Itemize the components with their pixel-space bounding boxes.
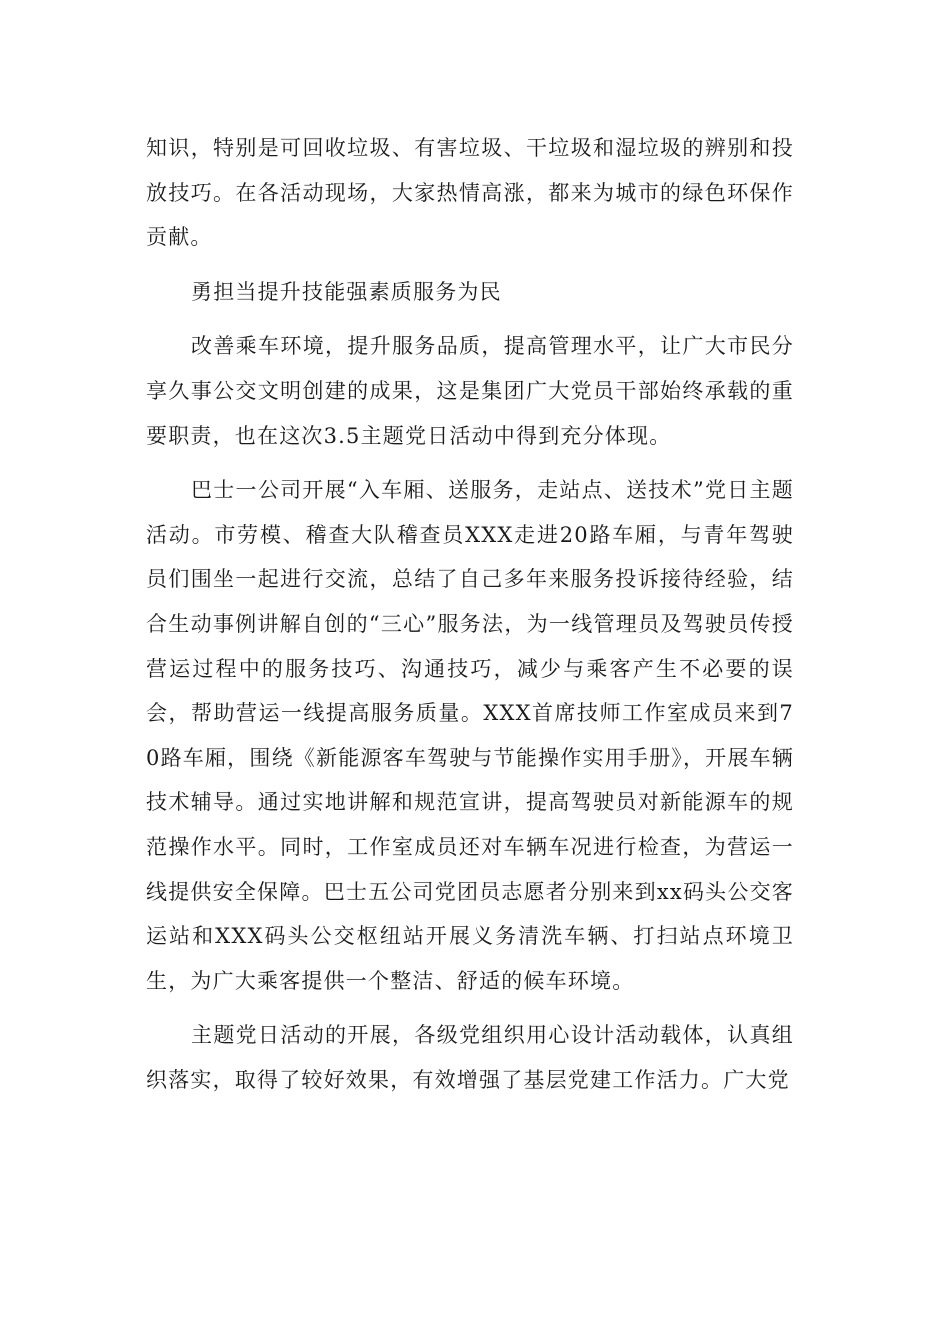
- document-body: [146, 126, 794, 1102]
- paragraph-1: 知识，特别是可回收垃圾、有害垃圾、干垃圾和湿垃圾的辨别和投放技巧。在各活动现场，大家热情高涨，都来为城市的绿色环保作贡献。: [146, 136, 794, 250]
- paragraph-3: 巴士一公司开展“入车厢、送服务，走站点、送技术”党日主题活动。市劳模、稽查大队稽查员XXX走进20路车厢，与青年驾驶员们围坐一起进行交流，总结了自己多年来服务投诉接待经验，结合生动事例讲解自创的“三心”服务法，为一线管理员及驾驶员传授营运过程中的服务技巧、沟通技巧，减少与乘客产生不必要的误会，帮助营运一线提高服务质量。XXX首席技师工作室成员来到70路车厢，围绕《新能源客车驾驶与节能操作实用手册》，开展车辆技术辅导。通过实地讲解和规范宣讲，提高驾驶员对新能源车的规范操作水平。同时，工作室成员还对车辆车况进行检查，为营运一线提供安全保障。巴士五公司党团员志愿者分别来到xx码头公交客运站和XXX码头公交枢纽站开展义务清洗车辆、打扫站点环境卫生，为广大乘客提供一个整洁、舒适的候车环境。: [146, 478, 794, 993]
- paragraph-4: 主题党日活动的开展，各级党组织用心设计活动载体，认真组织落实，取得了较好效果，有效增强了基层党建工作活力。广大党: [146, 1023, 794, 1092]
- section-heading: 勇担当提升技能强素质服务为民: [191, 279, 502, 304]
- paragraph-2: 改善乘车环境，提升服务品质，提高管理水平，让广大市民分享久事公交文明创建的成果，这是集团广大党员干部始终承载的重要职责，也在这次3.5主题党日活动中得到充分体现。: [146, 334, 794, 448]
